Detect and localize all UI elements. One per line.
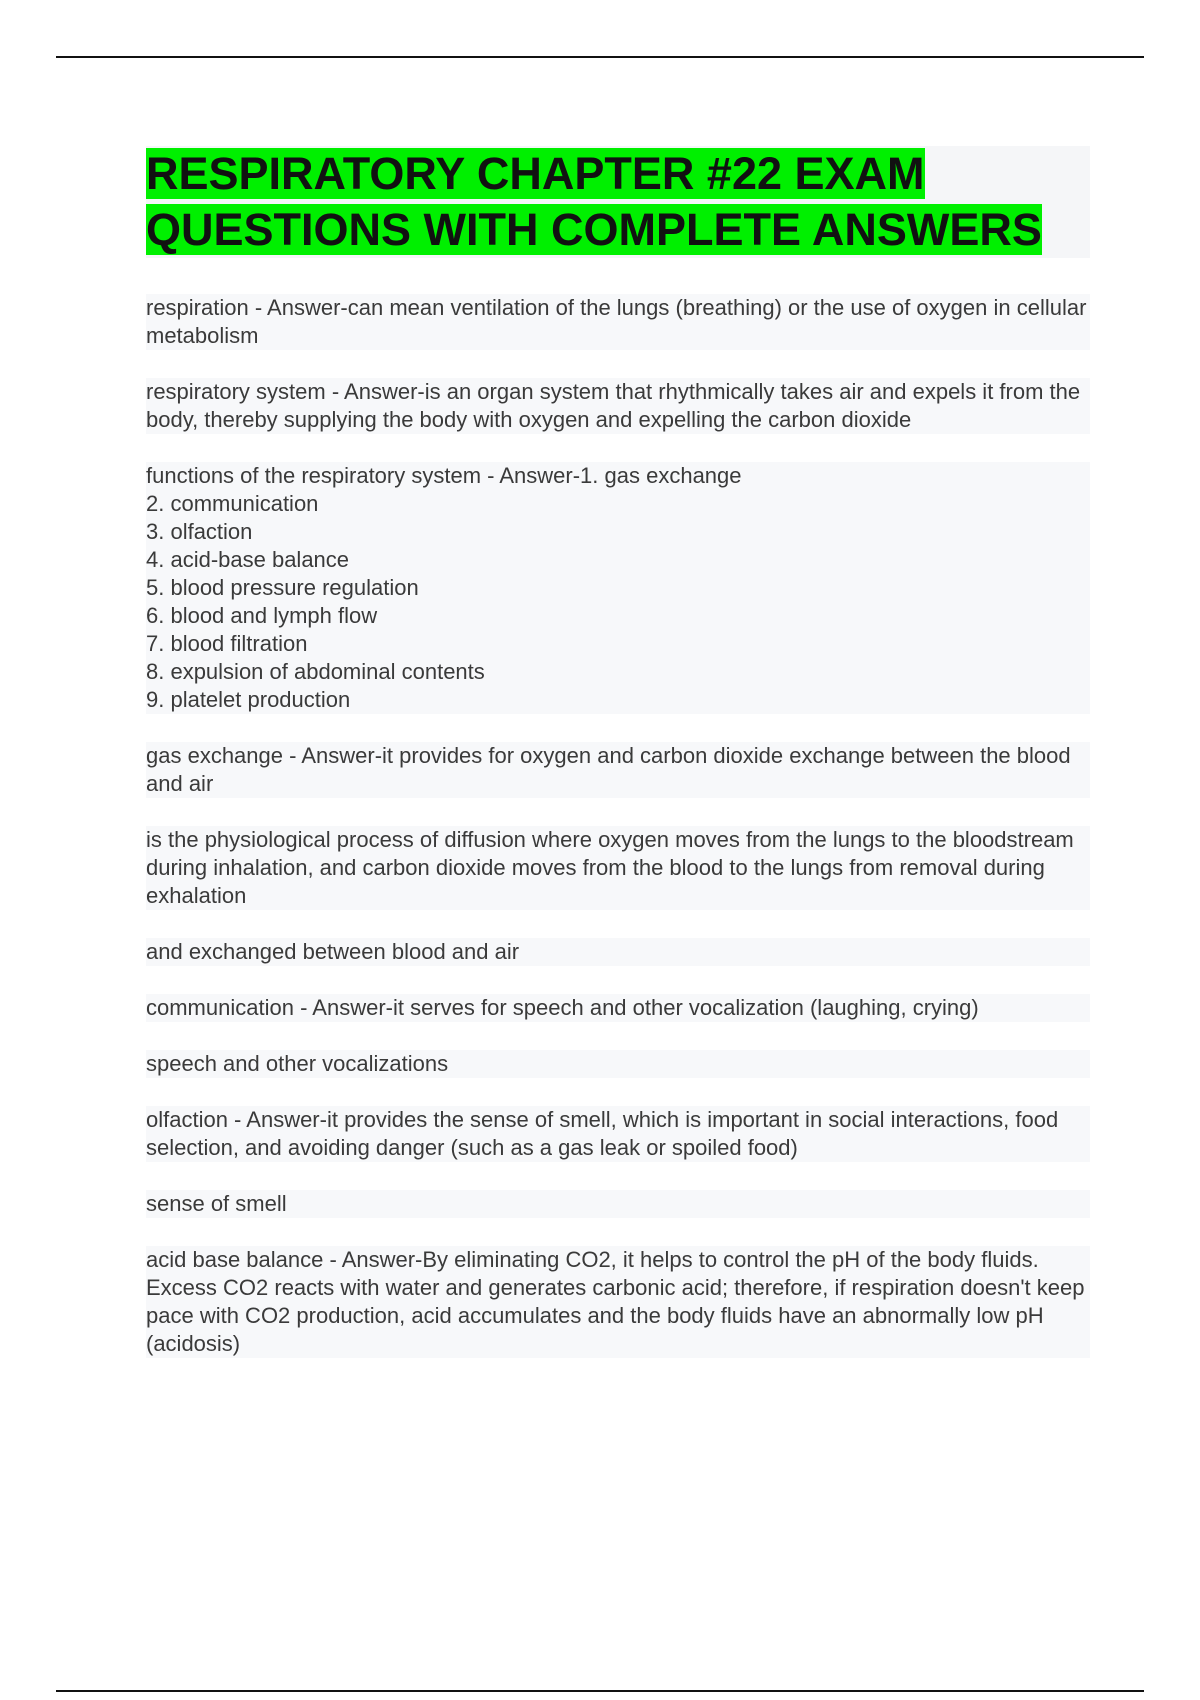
top-rule	[56, 56, 1144, 58]
qa-entry-exchanged: and exchanged between blood and air	[146, 938, 1090, 966]
document-title	[146, 146, 1090, 258]
qa-entry-acid-base-balance: acid base balance - Answer-By eliminating CO2, it helps to control the pH of the body fluids. Excess CO2 reacts with water and generates carbonic acid; therefore, if respiration doesn't keep pace with CO2 production, acid accumulates and the body fluids have an abnormally low pH (acidosis)	[146, 1246, 1090, 1358]
bottom-rule	[56, 1690, 1144, 1692]
qa-entry-communication: communication - Answer-it serves for speech and other vocalization (laughing, crying)	[146, 994, 1090, 1022]
qa-entry-gas-exchange: gas exchange - Answer-it provides for oxygen and carbon dioxide exchange between the blood and air	[146, 742, 1090, 798]
document-title-text: RESPIRATORY CHAPTER #22 EXAM QUESTIONS WITH COMPLETE ANSWERS	[146, 148, 1042, 255]
qa-entry-speech: speech and other vocalizations	[146, 1050, 1090, 1078]
qa-entry-sense-of-smell: sense of smell	[146, 1190, 1090, 1218]
qa-entry-respiration: respiration - Answer-can mean ventilation of the lungs (breathing) or the use of oxygen in cellular metabolism	[146, 294, 1090, 350]
qa-entry-respiratory-system: respiratory system - Answer-is an organ system that rhythmically takes air and expels it from the body, thereby supplying the body with oxygen and expelling the carbon dioxide	[146, 378, 1090, 434]
qa-entry-olfaction: olfaction - Answer-it provides the sense of smell, which is important in social interactions, food selection, and avoiding danger (such as a gas leak or spoiled food)	[146, 1106, 1090, 1162]
qa-entry-functions: functions of the respiratory system - Answer-1. gas exchange 2. communication 3. olfaction 4. acid-base balance 5. blood pressure regulation 6. blood and lymph flow 7. blood filtration 8. expulsion of abdominal contents 9. platelet production	[146, 462, 1090, 714]
document-content	[146, 146, 1090, 1386]
title-block	[146, 146, 1090, 258]
qa-entry-diffusion: is the physiological process of diffusion where oxygen moves from the lungs to the bloodstream during inhalation, and carbon dioxide moves from the blood to the lungs from removal during exhalation	[146, 826, 1090, 910]
